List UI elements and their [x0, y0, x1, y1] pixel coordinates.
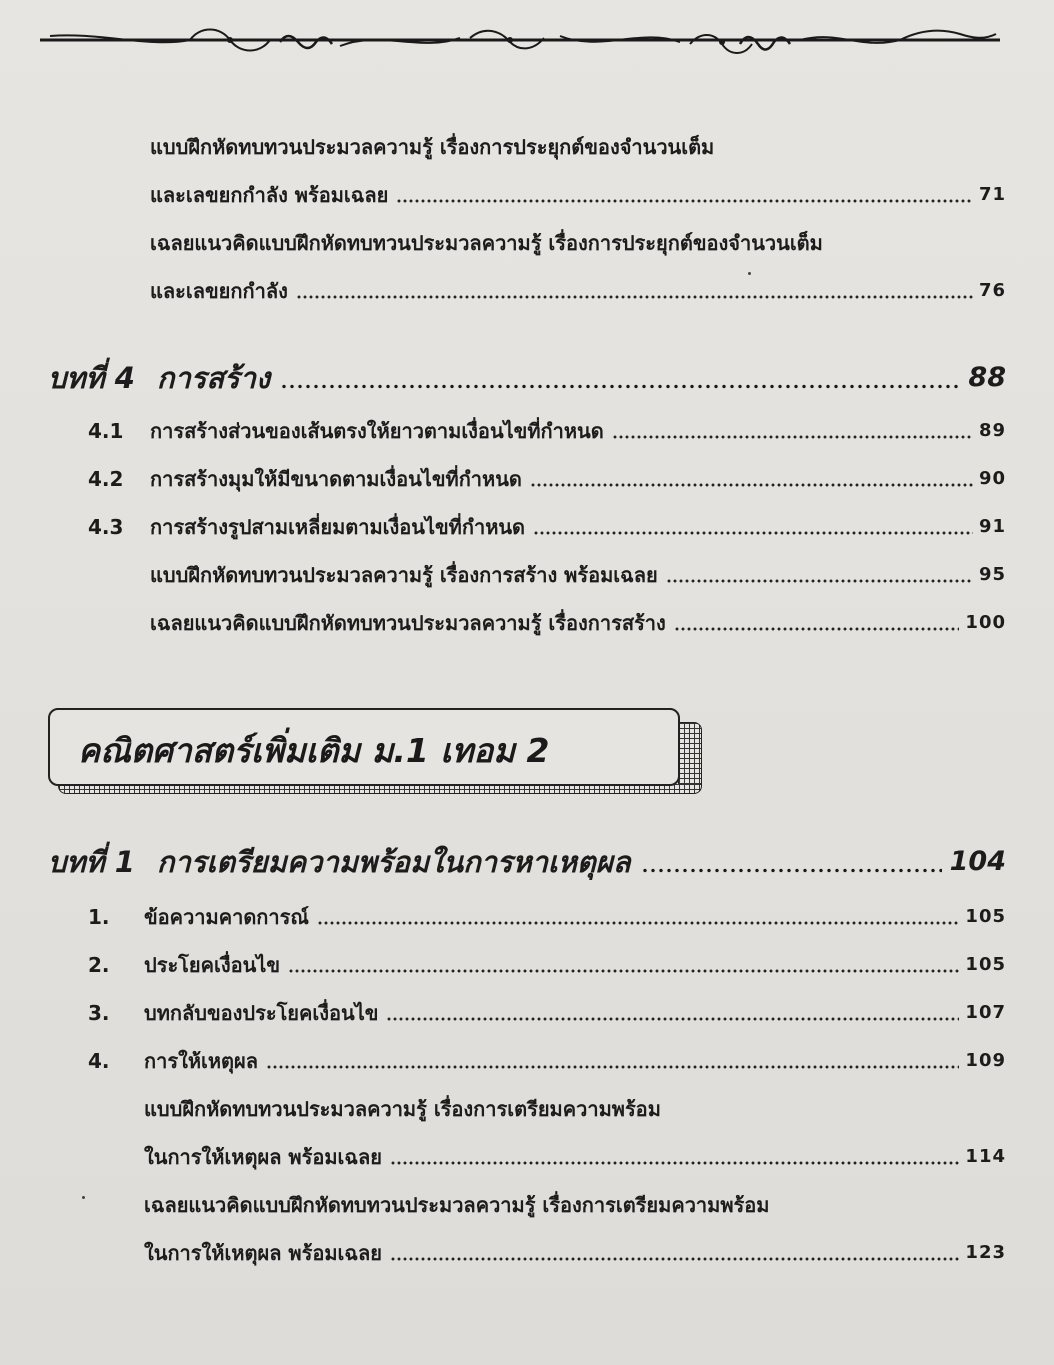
- toc-entry-number: 4.2: [88, 467, 124, 491]
- toc-entry-number: 4.1: [88, 419, 124, 443]
- toc-entry[interactable]: [88, 936, 1006, 980]
- toc-entry-line: [144, 1176, 994, 1220]
- toc-entry-text: ประโยคเงื่อนไข: [144, 953, 281, 977]
- toc-entry-line: [150, 214, 1000, 258]
- toc-page-number: 105: [965, 954, 1006, 975]
- toc-entry-number: 3.: [88, 1001, 110, 1025]
- toc-page-number: 89: [978, 420, 1006, 441]
- toc-entry[interactable]: [144, 1224, 1006, 1268]
- chapter-page-number: 104: [949, 846, 1006, 877]
- dot-leader: [396, 199, 973, 203]
- toc-page-number: 90: [978, 468, 1006, 489]
- toc-entry-text: ในการให้เหตุผล พร้อมเฉลย: [144, 1145, 382, 1169]
- ink-speck: [748, 272, 751, 275]
- toc-page-number: 123: [965, 1242, 1006, 1263]
- chapter-page-number: 88: [968, 362, 1006, 393]
- toc-entry[interactable]: [150, 594, 1006, 638]
- toc-entry-number: 1.: [88, 905, 110, 929]
- toc-entry-number: 4.: [88, 1049, 110, 1073]
- dot-leader: [612, 435, 973, 439]
- dot-leader: [280, 384, 960, 389]
- chapter-label: บทที่ 4: [48, 361, 135, 395]
- toc-page-number: 107: [965, 1002, 1006, 1023]
- toc-entry[interactable]: [88, 888, 1006, 932]
- dot-leader: [390, 1257, 959, 1261]
- toc-entry-number: 4.3: [88, 515, 124, 539]
- dot-leader: [266, 1065, 959, 1069]
- toc-entry-text: เฉลยแนวคิดแบบฝึกหัดทบทวนประมวลความรู้ เรื่องการประยุกต์ของจำนวนเต็ม: [150, 231, 823, 255]
- dot-leader: [296, 295, 973, 299]
- dot-leader: [530, 483, 973, 487]
- toc-page-number: 76: [978, 280, 1006, 301]
- toc-entry-text: การให้เหตุผล: [144, 1049, 259, 1073]
- toc-page-number: 71: [978, 184, 1006, 205]
- toc-entry-text: บทกลับของประโยคเงื่อนไข: [144, 1001, 379, 1025]
- ink-speck: [82, 1196, 85, 1199]
- toc-page-number: 109: [965, 1050, 1006, 1071]
- chapter-label: บทที่ 1: [48, 845, 135, 879]
- dot-leader: [666, 579, 973, 583]
- toc-entry-number: 2.: [88, 953, 110, 977]
- dot-leader: [288, 969, 959, 973]
- toc-entry[interactable]: [88, 1032, 1006, 1076]
- toc-entry-text: แบบฝึกหัดทบทวนประมวลความรู้ เรื่องการประยุกต์ของจำนวนเต็ม: [150, 135, 715, 159]
- toc-entry[interactable]: [88, 498, 1006, 542]
- toc-entry-text: ข้อความคาดการณ์: [144, 905, 309, 929]
- toc-entry[interactable]: [150, 262, 1006, 306]
- toc-entry[interactable]: [150, 546, 1006, 590]
- ornamental-divider-icon: [40, 22, 1000, 62]
- dot-leader: [533, 531, 973, 535]
- toc-entry-text: และเลขยกกำลัง: [150, 279, 288, 303]
- dot-leader: [317, 921, 959, 925]
- dot-leader: [390, 1161, 959, 1165]
- toc-entry-line: [150, 118, 1000, 162]
- toc-page-number: 114: [965, 1146, 1006, 1167]
- section-box-shadow: [678, 722, 702, 792]
- toc-page-number: 95: [978, 564, 1006, 585]
- toc-entry-text: การสร้างมุมให้มีขนาดตามเงื่อนไขที่กำหนด: [150, 467, 522, 491]
- toc-page-number: 100: [965, 612, 1006, 633]
- toc-entry-text: การสร้างรูปสามเหลี่ยมตามเงื่อนไขที่กำหนด: [150, 515, 526, 539]
- toc-entry-line: [144, 1080, 994, 1124]
- toc-entry-text: การสร้างส่วนของเส้นตรงให้ยาวตามเงื่อนไขที่กำหนด: [150, 419, 604, 443]
- toc-entry[interactable]: [88, 984, 1006, 1028]
- section-title: คณิตศาสตร์เพิ่มเติม ม.1 เทอม 2: [78, 731, 550, 770]
- toc-entry[interactable]: [144, 1128, 1006, 1172]
- toc-page-number: 91: [978, 516, 1006, 537]
- dot-leader: [386, 1017, 959, 1021]
- chapter-title: การเตรียมความพร้อมในการหาเหตุผล: [156, 845, 631, 879]
- toc-page-number: 105: [965, 906, 1006, 927]
- dot-leader: [674, 627, 960, 631]
- toc-entry-text: แบบฝึกหัดทบทวนประมวลความรู้ เรื่องการเตรียมความพร้อม: [144, 1097, 661, 1121]
- toc-entry-text: เฉลยแนวคิดแบบฝึกหัดทบทวนประมวลความรู้ เรื่องการสร้าง: [150, 611, 666, 635]
- toc-entry[interactable]: [88, 402, 1006, 446]
- toc-entry[interactable]: [150, 166, 1006, 210]
- chapter-heading[interactable]: [48, 832, 1006, 882]
- toc-entry-text: แบบฝึกหัดทบทวนประมวลความรู้ เรื่องการสร้าง พร้อมเฉลย: [150, 563, 658, 587]
- toc-entry-text: เฉลยแนวคิดแบบฝึกหัดทบทวนประมวลความรู้ เรื่องการเตรียมความพร้อม: [144, 1193, 770, 1217]
- chapter-title: การสร้าง: [156, 361, 271, 395]
- chapter-heading[interactable]: [48, 348, 1006, 398]
- dot-leader: [641, 868, 942, 873]
- toc-entry-text: และเลขยกกำลัง พร้อมเฉลย: [150, 183, 389, 207]
- toc-entry-text: ในการให้เหตุผล พร้อมเฉลย: [144, 1241, 382, 1265]
- toc-entry[interactable]: [88, 450, 1006, 494]
